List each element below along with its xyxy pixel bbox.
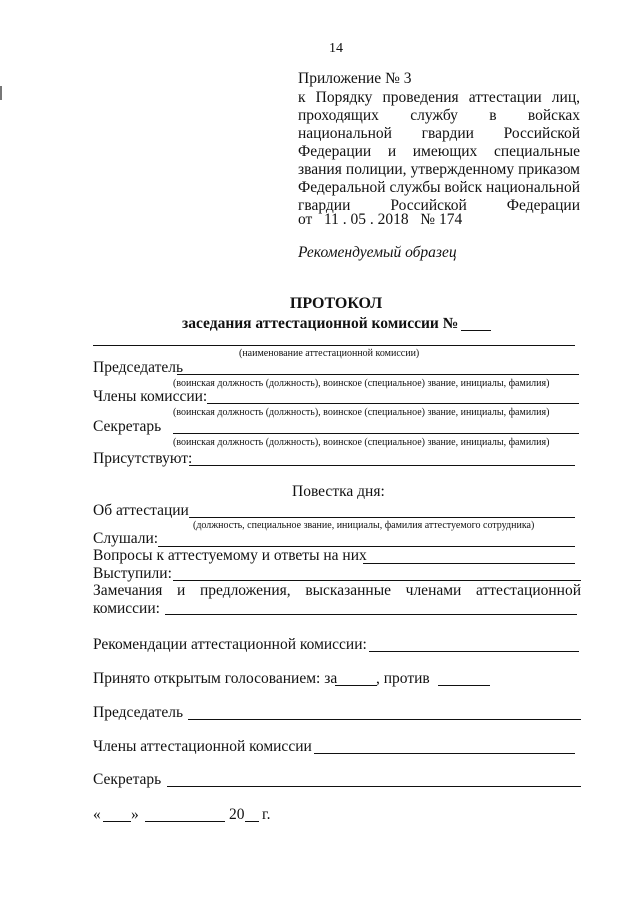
number-prefix: № xyxy=(420,211,436,228)
sign-members-label: Члены аттестационной комиссии xyxy=(93,738,312,755)
sign-members-line[interactable] xyxy=(314,753,575,754)
date-day-line[interactable] xyxy=(103,821,131,822)
agenda-title: Повестка дня: xyxy=(292,483,385,500)
members-caption: (воинская должность (должность), воинское (специальное) звание, инициалы, фамилия) xyxy=(173,407,550,418)
date-month-line[interactable] xyxy=(145,821,225,822)
protocol-number-line[interactable] xyxy=(461,330,491,331)
about-line[interactable] xyxy=(189,517,575,518)
recommendations-line[interactable] xyxy=(369,651,579,652)
members-line[interactable] xyxy=(207,403,579,404)
appendix-text: к Порядку проведения аттестации лиц, проходящих службу в войсках национальной гвардии Российской Федерации и имеющих специальные звания полиции, утвержденному приказом Федеральной службы войск национальной гвардии Российской Федерации xyxy=(298,89,580,214)
heard-label: Слушали: xyxy=(93,530,159,547)
date-year-line[interactable] xyxy=(245,821,259,822)
secretary-line[interactable] xyxy=(173,433,579,434)
present-label: Присутствуют: xyxy=(93,450,193,467)
chairman-line[interactable] xyxy=(177,374,579,375)
sign-secretary-line[interactable] xyxy=(167,786,581,787)
spoke-line[interactable] xyxy=(173,580,581,581)
remarks-label-2: комиссии: xyxy=(93,600,160,617)
vote-against-label: , против xyxy=(376,670,430,687)
members-label: Члены комиссии: xyxy=(93,388,208,405)
chairman-label: Председатель xyxy=(93,359,184,376)
page-number: 14 xyxy=(329,41,343,56)
number-value: 174 xyxy=(438,211,463,228)
sample-note: Рекомендуемый образец xyxy=(298,244,457,261)
secretary-label: Секретарь xyxy=(93,418,162,435)
attestee-caption: (должность, специальное звание, инициалы, фамилия аттестуемого сотрудника) xyxy=(193,520,535,531)
sign-secretary-label: Секретарь xyxy=(93,771,162,788)
vote-against-line[interactable] xyxy=(438,685,490,686)
appendix-title: Приложение № 3 xyxy=(298,70,412,87)
recommendations-label: Рекомендации аттестационной комиссии: xyxy=(93,636,367,653)
date-open-quote: « xyxy=(93,806,101,823)
sign-chairman-label: Председатель xyxy=(93,704,184,721)
binding-mark xyxy=(0,86,2,100)
secretary-caption: (воинская должность (должность), воинское (специальное) звание, инициалы, фамилия) xyxy=(173,437,550,448)
questions-label: Вопросы к аттестуемому и ответы на них xyxy=(93,547,367,564)
spoke-label: Выступили: xyxy=(93,565,172,582)
date-close-quote: » xyxy=(131,806,139,823)
remarks-label: Замечания и предложения, высказанные членами аттестационной xyxy=(93,582,581,599)
date-year: 20 xyxy=(229,806,245,823)
date-prefix: от xyxy=(298,211,313,228)
commission-name-line[interactable] xyxy=(93,345,575,346)
appendix-date xyxy=(298,211,462,229)
remarks-line[interactable] xyxy=(165,614,577,615)
document-subtitle: заседания аттестационной комиссии № xyxy=(182,315,459,332)
vote-for-line[interactable] xyxy=(335,685,377,686)
chairman-caption: (воинская должность (должность), воинское (специальное) звание, инициалы, фамилия) xyxy=(173,378,550,389)
vote-label: Принято открытым голосованием: за xyxy=(93,670,338,687)
date-value: 11 . 05 . 2018 xyxy=(323,211,409,228)
questions-line[interactable] xyxy=(363,563,575,564)
document-title: ПРОТОКОЛ xyxy=(289,295,383,312)
sign-chairman-line[interactable] xyxy=(188,719,581,720)
present-line[interactable] xyxy=(189,465,575,466)
date-year-suffix: г. xyxy=(262,806,271,823)
about-label: Об аттестации xyxy=(93,502,189,519)
commission-name-caption: (наименование аттестационной комиссии) xyxy=(239,348,420,359)
